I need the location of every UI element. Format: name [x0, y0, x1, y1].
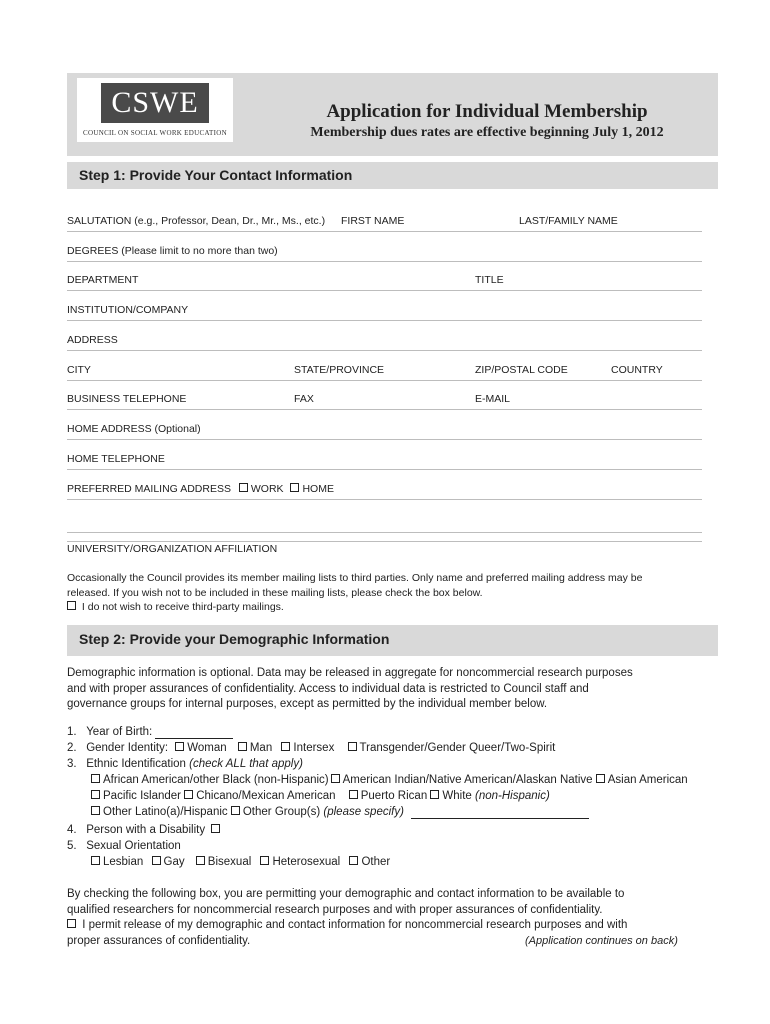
q5-orientation [67, 840, 181, 852]
intro-line-3: governance groups for internal purposes, except as permitted by the individual member below. [67, 698, 548, 710]
q1-label: Year of Birth: [86, 726, 153, 738]
form-title: Application for Individual Membership [326, 101, 648, 122]
institution-label: INSTITUTION/COMPANY [67, 304, 189, 316]
department-row[interactable] [67, 268, 702, 291]
title-label: TITLE [475, 274, 504, 286]
mailing-note-line-2: released. If you wish not to be included in these mailing lists, please check the box below. [67, 586, 483, 599]
eth-chicano-label: Chicano/Mexican American [196, 790, 336, 802]
eth-other-latino-checkbox[interactable] [91, 806, 100, 815]
city-row[interactable] [67, 358, 702, 381]
eth-african-american-label: African American/other Black (non-Hispanic) [103, 774, 329, 786]
home-option-label: HOME [302, 483, 334, 495]
orientation-gay-label: Gay [163, 856, 185, 868]
permit-line-1 [67, 918, 727, 934]
business-phone-label: BUSINESS TELEPHONE [67, 393, 187, 405]
degrees-label: DEGREES (Please limit to no more than two) [67, 245, 278, 257]
demographic-intro [67, 666, 727, 713]
permit-release-checkbox[interactable] [67, 919, 76, 928]
opt-out-checkbox[interactable] [67, 601, 76, 610]
form-header [67, 73, 718, 156]
orientation-lesbian-label: Lesbian [103, 856, 144, 868]
header-banner [67, 73, 718, 156]
home-checkbox[interactable] [290, 483, 299, 492]
country-label: COUNTRY [611, 364, 663, 376]
zip-label: ZIP/POSTAL CODE [475, 364, 568, 376]
q3-note: (check ALL that apply) [189, 758, 303, 770]
home-phone-label: HOME TELEPHONE [67, 453, 165, 465]
orientation-other-label: Other [361, 856, 391, 868]
permit-text-1: I permit release of my demographic and contact information for noncommercial research purposes and with [82, 919, 628, 931]
logo-subtitle: COUNCIL ON SOCIAL WORK EDUCATION [83, 129, 227, 137]
form-subtitle: Membership dues rates are effective beginning July 1, 2012 [310, 125, 664, 140]
eth-asian-american-label: Asian American [607, 774, 688, 786]
degrees-row[interactable] [67, 239, 702, 262]
consent-section [67, 887, 727, 949]
q5-label: Sexual Orientation [86, 840, 181, 852]
q4-label: Person with a Disability [86, 824, 206, 836]
other-group-specify-field[interactable] [411, 806, 589, 819]
disability-checkbox[interactable] [211, 824, 220, 833]
orientation-heterosexual-label: Heterosexual [272, 856, 341, 868]
opt-out-label: I do not wish to receive third-party mailings. [81, 601, 284, 613]
permit-line-2 [67, 934, 727, 950]
eth-white-note: (non-Hispanic) [475, 790, 550, 802]
q3-label: Ethnic Identification [86, 758, 186, 770]
affiliation-row[interactable] [67, 519, 702, 554]
orientation-options [91, 856, 390, 868]
ethnicity-row-1 [91, 774, 688, 786]
q3-number: 3. [67, 758, 77, 770]
gender-transgender-checkbox[interactable] [348, 742, 357, 751]
q4-disability [67, 824, 223, 836]
salutation-label: SALUTATION (e.g., Professor, Dean, Dr., Mr., Ms., etc.) [67, 215, 326, 227]
eth-puerto-rican-checkbox[interactable] [349, 790, 358, 799]
phone-row[interactable] [67, 387, 702, 410]
home-phone-row[interactable] [67, 447, 702, 470]
ethnicity-row-2 [91, 790, 550, 802]
q1-year-of-birth [67, 726, 233, 739]
eth-pacific-islander-checkbox[interactable] [91, 790, 100, 799]
eth-american-indian-checkbox[interactable] [331, 774, 340, 783]
step1-heading [67, 162, 718, 189]
cswe-logo [77, 78, 233, 142]
eth-other-group-note: (please specify) [323, 806, 404, 818]
eth-pacific-islander-label: Pacific Islander [103, 790, 181, 802]
orientation-other-checkbox[interactable] [349, 856, 358, 865]
home-address-row[interactable] [67, 417, 702, 440]
city-label: CITY [67, 364, 91, 376]
eth-white-checkbox[interactable] [430, 790, 439, 799]
eth-white-label: White [442, 790, 472, 802]
preferred-mailing-row [67, 477, 702, 500]
eth-asian-american-checkbox[interactable] [596, 774, 605, 783]
q1-number: 1. [67, 726, 77, 738]
eth-puerto-rican-label: Puerto Rican [360, 790, 428, 802]
name-row[interactable] [67, 209, 702, 232]
work-option-label: WORK [250, 483, 284, 495]
opt-out-line [67, 600, 707, 615]
preferred-mailing-text: PREFERRED MAILING ADDRESS [67, 483, 231, 495]
affiliation-line[interactable] [67, 541, 702, 542]
orientation-bisexual-checkbox[interactable] [196, 856, 205, 865]
email-label: E-MAIL [475, 393, 511, 405]
q2-number: 2. [67, 742, 77, 754]
first-name-label: FIRST NAME [341, 215, 405, 227]
last-name-label: LAST/FAMILY NAME [519, 215, 618, 227]
orientation-bisexual-label: Bisexual [207, 856, 252, 868]
eth-other-latino-label: Other Latino(a)/Hispanic [103, 806, 228, 818]
q4-number: 4. [67, 824, 77, 836]
gender-intersex-checkbox[interactable] [281, 742, 290, 751]
q2-gender [67, 742, 555, 754]
orientation-gay-checkbox[interactable] [152, 856, 161, 865]
ethnicity-row-3 [91, 806, 589, 819]
gender-man-checkbox[interactable] [238, 742, 247, 751]
preferred-mailing-label [67, 483, 334, 495]
eth-american-indian-label: American Indian/Native American/Alaskan Native [342, 774, 593, 786]
consent-line-1: By checking the following box, you are permitting your demographic and contact information to be available to [67, 888, 625, 900]
gender-woman-label: Woman [187, 742, 227, 754]
eth-other-group-checkbox[interactable] [231, 806, 240, 815]
permit-text-2: proper assurances of confidentiality. [67, 934, 251, 947]
consent-line-2: qualified researchers for noncommercial research purposes and with proper assurances of confidentiality. [67, 903, 603, 916]
q3-ethnicity [67, 758, 303, 770]
eth-african-american-checkbox[interactable] [91, 774, 100, 783]
mailing-note-line-1: Occasionally the Council provides its member mailing lists to third parties. Only name and preferred mailing address may be [67, 572, 643, 584]
affiliation-label: UNIVERSITY/ORGANIZATION AFFILIATION [67, 543, 278, 555]
eth-other-group-label: Other Group(s) [242, 806, 321, 818]
address-label: ADDRESS [67, 334, 118, 346]
state-label: STATE/PROVINCE [294, 364, 385, 376]
institution-row[interactable] [67, 298, 702, 321]
q5-number: 5. [67, 840, 77, 852]
q2-label: Gender Identity: [86, 742, 169, 754]
logo-mark: CSWE [101, 83, 209, 123]
step2-heading [67, 625, 718, 656]
intro-line-1: Demographic information is optional. Data may be released in aggregate for noncommercial research purposes [67, 667, 633, 679]
eth-chicano-checkbox[interactable] [184, 790, 193, 799]
gender-woman-checkbox[interactable] [175, 742, 184, 751]
gender-intersex-label: Intersex [293, 742, 335, 754]
fax-label: FAX [294, 393, 314, 405]
mailing-list-note [67, 571, 707, 615]
step1-title: Step 1: Provide Your Contact Information [79, 167, 353, 183]
orientation-lesbian-checkbox[interactable] [91, 856, 100, 865]
address-row[interactable] [67, 328, 702, 351]
continues-note: (Application continues on back) [525, 934, 678, 947]
department-label: DEPARTMENT [67, 274, 139, 286]
orientation-heterosexual-checkbox[interactable] [260, 856, 269, 865]
step2-title: Step 2: Provide your Demographic Information [79, 631, 390, 647]
work-checkbox[interactable] [239, 483, 248, 492]
gender-man-label: Man [249, 742, 273, 754]
home-address-label: HOME ADDRESS (Optional) [67, 423, 201, 435]
gender-transgender-label: Transgender/Gender Queer/Two-Spirit [359, 742, 556, 754]
year-of-birth-field[interactable] [155, 726, 233, 739]
intro-line-2: and with proper assurances of confidentiality. Access to individual data is restricted to Council staff and [67, 682, 589, 695]
